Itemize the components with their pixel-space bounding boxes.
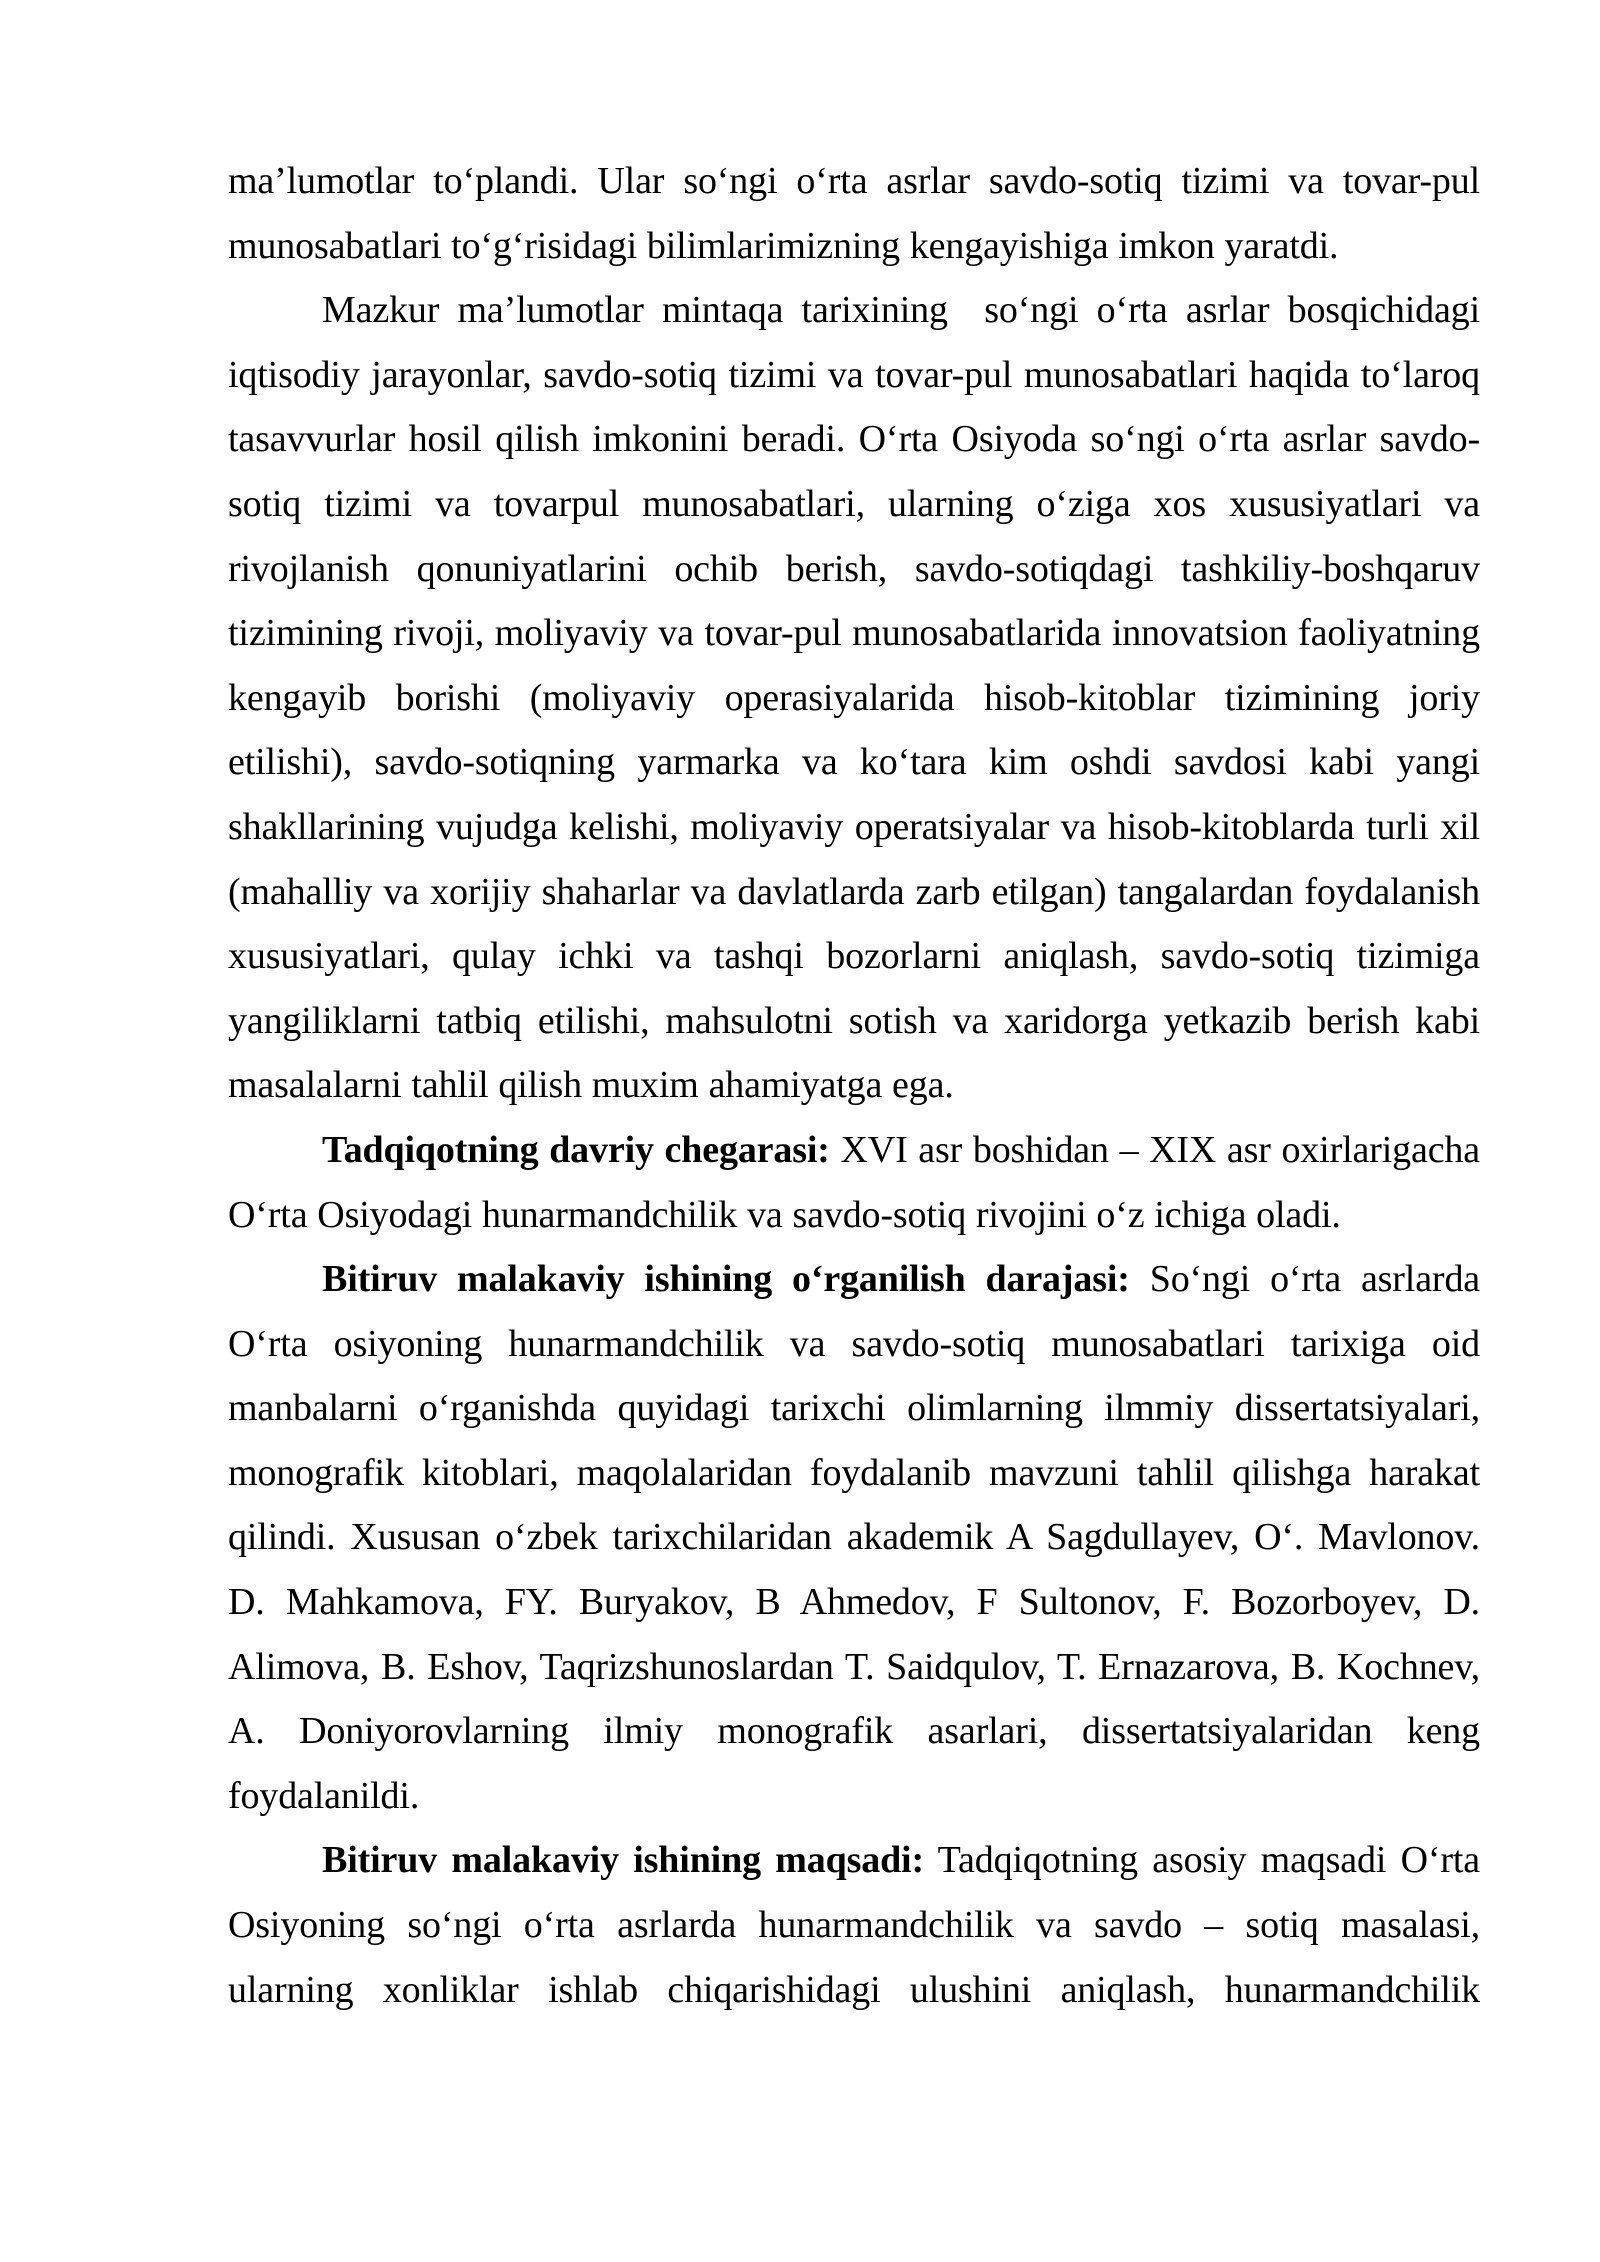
text-line bbox=[228, 1828, 1480, 1893]
text-line bbox=[228, 666, 1480, 731]
bold-text-run: Bitiruv malakaviy ishining maqsadi: bbox=[322, 1839, 924, 1882]
text-line bbox=[228, 601, 1480, 666]
text-line bbox=[228, 730, 1480, 795]
text-line bbox=[228, 1764, 1480, 1829]
text-line bbox=[228, 343, 1480, 408]
paragraph bbox=[228, 149, 1480, 278]
text-line bbox=[228, 989, 1480, 1054]
document-body bbox=[228, 149, 1480, 2022]
text-run: tasavvurlar hosil qilish imkonini beradi. O‘rta Osiyoda so‘ngi o‘rta asrlar savdo- bbox=[228, 418, 1480, 461]
text-line bbox=[228, 1505, 1480, 1570]
text-line bbox=[228, 1635, 1480, 1700]
text-line bbox=[228, 1053, 1480, 1118]
text-run: qilindi. Xususan o‘zbek tarixchilaridan akademik A Sagdullayev, O‘. Mavlonov. bbox=[228, 1516, 1480, 1559]
text-run: Tadqiqotning asosiy maqsadi O‘rta bbox=[923, 1839, 1480, 1882]
text-line bbox=[228, 1183, 1480, 1248]
text-line bbox=[228, 1893, 1480, 1958]
paragraph bbox=[228, 1247, 1480, 1828]
text-run: shakllarining vujudga kelishi, moliyaviy operatsiyalar va hisob-kitoblarda turli xil bbox=[228, 805, 1480, 848]
paragraph bbox=[228, 278, 1480, 1118]
text-line bbox=[228, 1570, 1480, 1635]
text-run: tizimining rivoji, moliyaviy va tovar-pul munosabatlarida innovatsion faoliyatning bbox=[228, 612, 1480, 655]
text-run: masalalarni tahlil qilish muxim ahamiyatga ega. bbox=[228, 1064, 954, 1107]
text-run: kengayib borishi (moliyaviy operasiyalarida hisob-kitoblar tizimining joriy bbox=[228, 676, 1480, 719]
text-run: Alimova, B. Eshov, Taqrizshunoslardan T. Saidqulov, T. Ernazarova, B. Kochnev, bbox=[228, 1645, 1480, 1688]
paragraph bbox=[228, 1118, 1480, 1247]
text-run: Mazkur ma’lumotlar mintaqa tarixining so‘ngi o‘rta asrlar bosqichidagi bbox=[322, 289, 1480, 332]
text-run: O‘rta osiyoning hunarmandchilik va savdo-sotiq munosabatlari tarixiga oid bbox=[228, 1322, 1480, 1365]
text-line bbox=[228, 472, 1480, 537]
text-run: Osiyoning so‘ngi o‘rta asrlarda hunarmandchilik va savdo – sotiq masalasi, bbox=[228, 1904, 1480, 1947]
text-line bbox=[228, 407, 1480, 472]
text-run: ma’lumotlar to‘plandi. Ular so‘ngi o‘rta asrlar savdo-sotiq tizimi va tovar-pul bbox=[228, 160, 1480, 202]
text-run: O‘rta Osiyodagi hunarmandchilik va savdo-sotiq rivojini o‘z ichiga oladi. bbox=[228, 1193, 1341, 1236]
text-run: foydalanildi. bbox=[228, 1774, 420, 1817]
text-run: XVI asr boshidan – XIX asr oxirlarigacha bbox=[829, 1128, 1480, 1171]
text-run: monografik kitoblari, maqolalaridan foydalanib mavzuni tahlil qilishga harakat bbox=[228, 1451, 1480, 1494]
text-line bbox=[228, 1247, 1480, 1312]
text-run: yangiliklarni tatbiq etilishi, mahsulotni sotish va xaridorga yetkazib berish kabi bbox=[228, 999, 1480, 1042]
text-line bbox=[228, 278, 1480, 343]
text-line bbox=[228, 924, 1480, 989]
text-line bbox=[228, 1441, 1480, 1506]
text-run: So‘ngi o‘rta asrlarda bbox=[1129, 1258, 1480, 1301]
text-line bbox=[228, 1958, 1480, 2023]
text-run: ularning xonliklar ishlab chiqarishidagi ulushini aniqlash, hunarmandchilik bbox=[228, 1968, 1480, 2011]
text-run: iqtisodiy jarayonlar, savdo-sotiq tizimi va tovar-pul munosabatlari haqida to‘laroq bbox=[228, 353, 1480, 396]
text-line bbox=[228, 1118, 1480, 1183]
text-run: munosabatlari to‘g‘risidagi bilimlarimizning kengayishiga imkon yaratdi. bbox=[228, 224, 1339, 267]
text-run: xususiyatlari, qulay ichki va tashqi bozorlarni aniqlash, savdo-sotiq tizimiga bbox=[228, 935, 1480, 978]
bold-text-run: Bitiruv malakaviy ishining o‘rganilish darajasi: bbox=[322, 1258, 1130, 1301]
text-line bbox=[228, 1312, 1480, 1377]
text-line bbox=[228, 795, 1480, 860]
text-line bbox=[228, 1699, 1480, 1764]
text-line bbox=[228, 214, 1480, 279]
text-run: sotiq tizimi va tovarpul munosabatlari, ularning o‘ziga xos xususiyatlari va bbox=[228, 482, 1480, 525]
bold-text-run: Tadqiqotning davriy chegarasi: bbox=[322, 1128, 830, 1171]
text-run: A. Doniyorovlarning ilmiy monografik asarlari, dissertatsiyalaridan keng bbox=[228, 1710, 1480, 1753]
text-line bbox=[228, 1376, 1480, 1441]
text-run: (mahalliy va xorijiy shaharlar va davlatlarda zarb etilgan) tangalardan foydalanish bbox=[228, 870, 1480, 913]
text-run: rivojlanish qonuniyatlarini ochib berish, savdo-sotiqdagi tashkiliy-boshqaruv bbox=[228, 547, 1480, 590]
text-line bbox=[228, 860, 1480, 925]
text-run: D. Mahkamova, FY. Buryakov, B Ahmedov, F Sultonov, F. Bozorboyev, D. bbox=[228, 1581, 1480, 1624]
text-run: etilishi), savdo-sotiqning yarmarka va ko‘tara kim oshdi savdosi kabi yangi bbox=[228, 741, 1480, 784]
text-line bbox=[228, 149, 1480, 214]
paragraph bbox=[228, 1828, 1480, 2022]
text-run: manbalarni o‘rganishda quyidagi tarixchi olimlarning ilmmiy dissertatsiyalari, bbox=[228, 1387, 1480, 1430]
text-line bbox=[228, 537, 1480, 602]
